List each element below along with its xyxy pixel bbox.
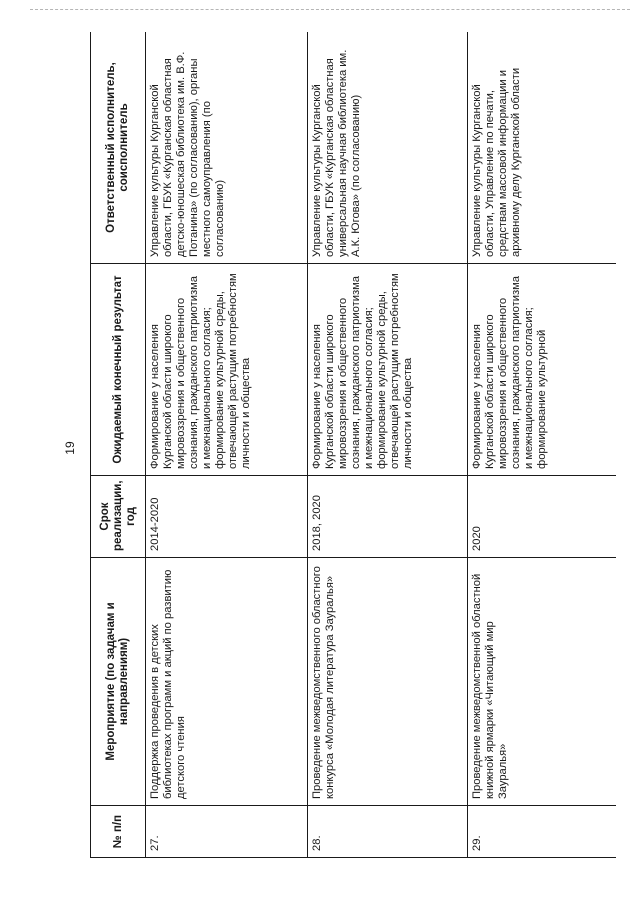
cell-number: 28. xyxy=(308,806,468,858)
cell-result-text: Формирование у населения Курганской области широкого мировоззрения и общественного сознания, гражданского патриотизма и межнационального согласия; формирование культурной xyxy=(471,275,548,469)
table-row xyxy=(308,32,468,858)
cell-executor: Управление культуры Курганской области, ГБУК «Курганская областная детско-юношеская библиотека им. В.Ф. Потанина» (по согласованию), органы местного самоуправления (по согласованию) xyxy=(146,32,308,264)
events-table xyxy=(90,32,616,858)
header-term: Срок реализации, год xyxy=(91,476,146,558)
table-row xyxy=(146,32,308,858)
cell-result xyxy=(468,264,617,476)
rotated-page-content xyxy=(90,32,616,858)
cell-result: Формирование у населения Курганской области широкого мировоззрения и общественного сознания, гражданского патриотизма и межнационального согласия; формирование культурной среды, отвечающей растущим потребностям личности и общества xyxy=(146,264,308,476)
cell-term: 2014-2020 xyxy=(146,476,308,558)
header-event: Мероприятие (по задачам и направлениям) xyxy=(91,558,146,806)
header-executor: Ответственный исполнитель, соисполнитель xyxy=(91,32,146,264)
table-header-row xyxy=(91,32,146,858)
cell-number: 27. xyxy=(146,806,308,858)
cell-result: Формирование у населения Курганской области широкого мировоззрения и общественного сознания, гражданского патриотизма и межнационального согласия; формирование культурной среды, отвечающей растущим потребностям личности и общества xyxy=(308,264,468,476)
table-container xyxy=(90,32,616,858)
cell-term: 2020 xyxy=(468,476,617,558)
cell-executor: Управление культуры Курганской области, ГБУК «Курганская областная универсальная научная библиотека им. А.К. Югова» (по согласованию) xyxy=(308,32,468,264)
cell-event: Проведение межведомственной областной книжной ярмарки «Читающий мир Зауралья» xyxy=(468,558,617,806)
page-number: 19 xyxy=(63,441,77,455)
header-number: № п/п xyxy=(91,806,146,858)
cell-event: Проведение межведомственного областного конкурса «Молодая литература Зауралья» xyxy=(308,558,468,806)
table-row xyxy=(468,32,617,858)
cell-event: Поддержка проведения в детских библиотеках программ и акций по развитию детского чтения xyxy=(146,558,308,806)
cell-term: 2018, 2020 xyxy=(308,476,468,558)
header-result: Ожидаемый конечный результат xyxy=(91,264,146,476)
scan-edge-line xyxy=(30,9,630,10)
cell-executor: Управление культуры Курганской области, Управление по печати, средствам массовой информации и архивному делу Курганской области xyxy=(468,32,617,264)
cell-number: 29. xyxy=(468,806,617,858)
